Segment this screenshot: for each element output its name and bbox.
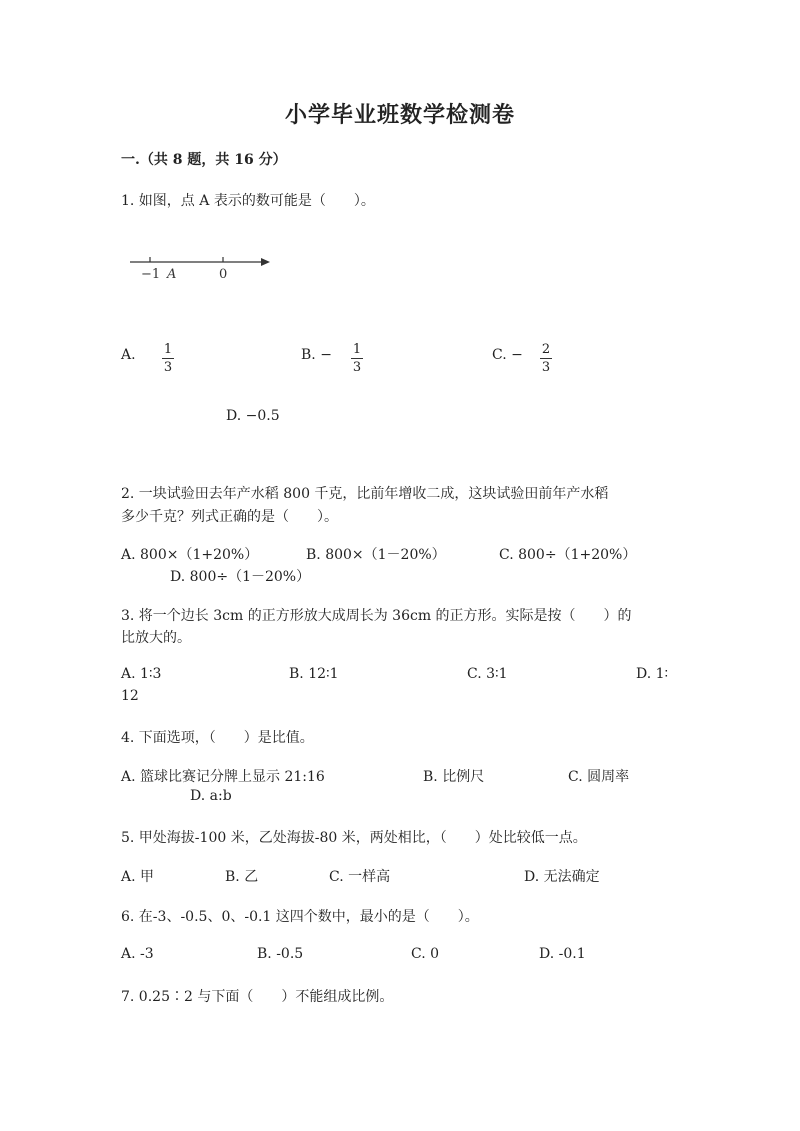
fraction-c-numerator: 2 (541, 342, 551, 357)
question-7-text: 7. 0.25∶2 与下面（ ）不能组成比例。 (121, 989, 394, 1005)
option-b[interactable]: B. -0.5 (257, 946, 304, 962)
option-d-line-1: D. 1∶ (636, 666, 669, 682)
fraction-c (539, 341, 553, 376)
fraction-a-numerator: 1 (163, 342, 173, 357)
option-a[interactable]: A. 1∶3 (121, 666, 162, 682)
option-b[interactable]: B. 12∶1 (289, 666, 339, 682)
option-b[interactable]: B. 乙 (225, 869, 259, 885)
question-4-text: 4. 下面选项，（ ）是比值。 (121, 730, 314, 746)
option-a[interactable]: A. -3 (121, 946, 154, 962)
question-2-line-2: 多少千克？列式正确的是（ ）。 (121, 509, 338, 525)
option-c[interactable]: C. 圆周率 (568, 769, 630, 785)
fraction-c-denominator: 3 (541, 360, 551, 375)
fraction-b-numerator: 1 (352, 342, 362, 357)
option-a-prefix: A. (121, 347, 136, 363)
option-c[interactable]: C. 800÷（1+20%） (499, 547, 637, 563)
option-a[interactable]: A. 甲 (121, 869, 155, 885)
option-d[interactable]: D. -0.1 (539, 946, 586, 962)
option-d[interactable]: D. 无法确定 (524, 869, 600, 885)
option-d-line-2: 12 (121, 688, 139, 704)
number-line-arrow (261, 258, 270, 266)
option-c[interactable]: C. 一样高 (329, 869, 391, 885)
number-line-figure (125, 250, 275, 290)
question-3-line-1: 3. 将一个边长 3cm 的正方形放大成周长为 36cm 的正方形。实际是按（ ）的 (121, 608, 632, 624)
question-2-line-1: 2. 一块试验田去年产水稻 800 千克，比前年增收二成，这块试验田前年产水稻 (121, 486, 609, 502)
option-b[interactable]: B. 800×（1－20%） (306, 547, 446, 563)
option-d[interactable]: D. −0.5 (226, 408, 280, 424)
fraction-b-denominator: 3 (352, 360, 362, 375)
fraction-b (350, 341, 364, 376)
section-heading: 一.（共 8 题，共 16 分） (121, 152, 287, 168)
question-5-text: 5. 甲处海拔-100 米，乙处海拔-80 米，两处相比，（ ）处比较低一点。 (121, 830, 587, 846)
question-3-line-2: 比放大的。 (121, 630, 191, 646)
option-c[interactable]: C. 0 (411, 946, 440, 962)
label-a: A (167, 267, 177, 282)
fraction-a (161, 341, 175, 376)
option-d[interactable]: D. a:b (190, 788, 232, 804)
option-b[interactable]: B. 比例尺 (423, 769, 485, 785)
option-a[interactable]: A. 篮球比赛记分牌上显示 21:16 (121, 769, 325, 785)
page-title: 小学毕业班数学检测卷 (284, 102, 515, 128)
option-c[interactable]: C. 3∶1 (467, 666, 508, 682)
label-neg1: −1 (141, 267, 161, 282)
fraction-a-denominator: 3 (163, 360, 173, 375)
question-1-text: 1. 如图，点 A 表示的数可能是（ ）。 (121, 193, 375, 209)
question-6-text: 6. 在-3、-0.5、0、-0.1 这四个数中，最小的是（ ）。 (121, 909, 479, 925)
label-zero: 0 (219, 267, 228, 282)
option-b-prefix: B. − (301, 347, 332, 363)
option-d[interactable]: D. 800÷（1－20%） (170, 569, 311, 585)
option-a[interactable]: A. 800×（1+20%） (121, 547, 259, 563)
option-c-prefix: C. − (492, 347, 523, 363)
